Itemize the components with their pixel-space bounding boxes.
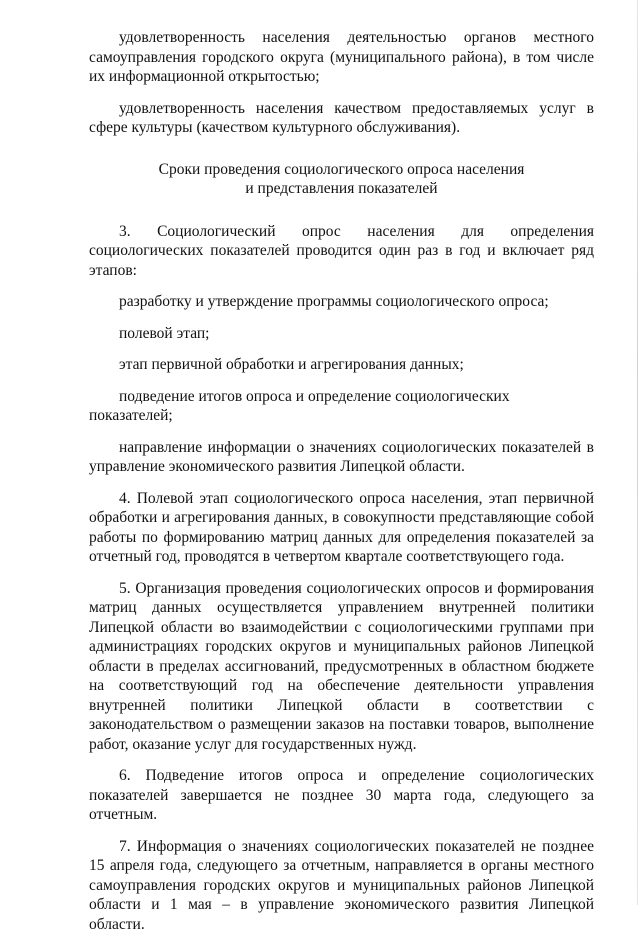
document-body [89,28,594,946]
paragraph-section-5: 5. Организация проведения социологических опросов и формирования матриц данных осуществляется управлением внутренней политики Липецкой области во взаимодействии с социологическими группами при администрациях городских округов и муниципальных районов Липецкой области в пределах ассигнований, предусмотренных в областном бюджете на соответствующий год на обеспечение деятельности управления внутренней политики Липецкой области в соответствии с законодательством о размещении заказов на поставки товаров, выполнение работ, оказание услуг для государственных нужд. [89,579,594,753]
paragraph-section-4: 4. Полевой этап социологического опроса населения, этап первичной обработки и агрегирования данных, в совокупности представляющие собой работы по формированию матриц данных для определения показателей за отчетный год, проводятся в четвертом квартале соответствующего года. [89,489,594,565]
list-item-stage: полевой этап; [119,324,210,342]
section-heading-line-1: Сроки проведения социологического опроса населения [158,160,525,178]
paragraph-satisfaction-local-government: удовлетворенность населения деятельностью органов местного самоуправления городского округа (муниципального района), в том числе их информационной открытостью; [89,29,594,85]
paragraph-section-3: 3. Социологический опрос населения для определения социологических показателей проводится один раз в год и включает ряд этапов: [89,222,594,279]
paragraph-section-7: 7. Информация о значениях социологических показателей не позднее 15 апреля года, следующего за отчетным, направляется в органы местного самоуправления городских округов и муниципальных районов Липецкой области и 1 мая – в управление экономического развития Липецкой области. [89,837,594,933]
paragraph-section-6: 6. Подведение итогов опроса и определение социологических показателей завершается не позднее 30 марта года, следующего за отчетным. [89,767,594,823]
section-heading-line-2: и представления показателей [245,180,438,197]
list-item-stage: этап первичной обработки и агрегирования данных; [119,356,464,373]
scan-edge-line [637,0,638,905]
section-heading [89,160,594,199]
list-item-stage: подведение итогов опроса и определение социологических показателей; [89,387,510,424]
paragraph-satisfaction-culture: удовлетворенность населения качеством предоставляемых услуг в сфере культуры (качеством культурного обслуживания). [89,99,594,136]
list-item-stage: разработку и утверждение программы социологического опроса; [119,293,549,310]
list-item-stage: направление информации о значениях социологических показателей в управление экономического развития Липецкой области. [89,438,594,475]
